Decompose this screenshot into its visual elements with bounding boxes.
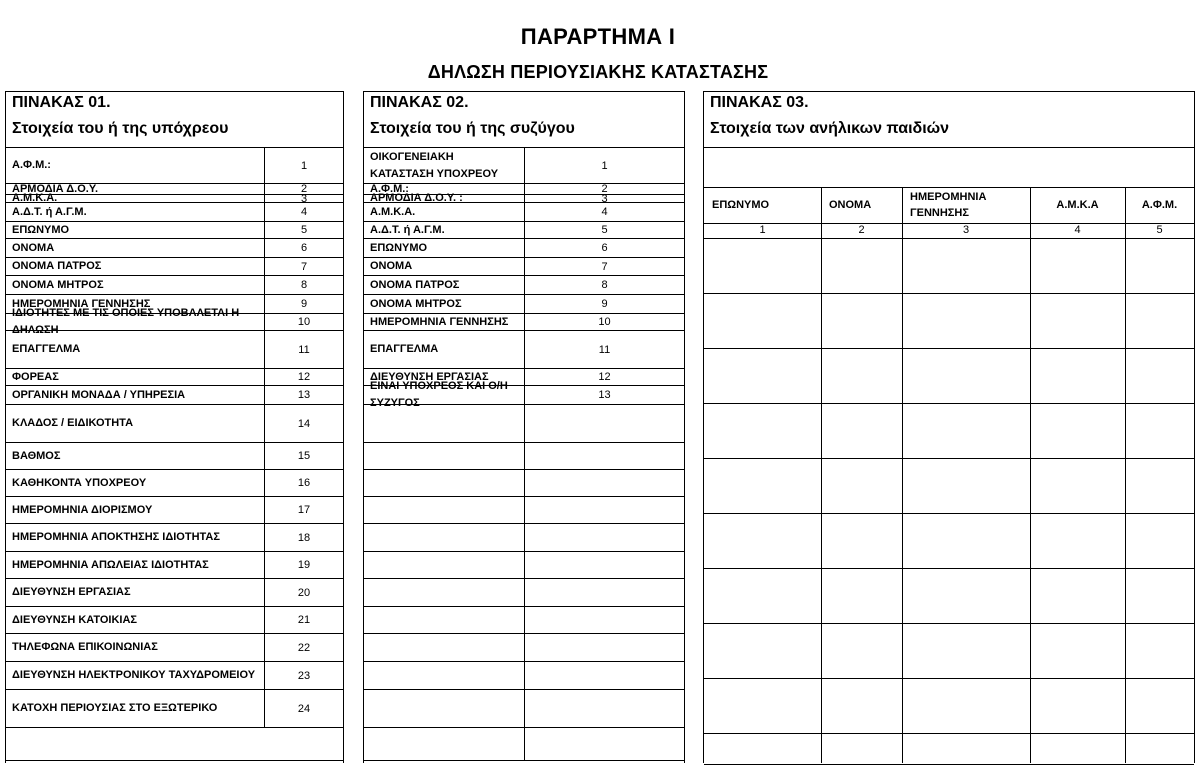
table-row — [6, 405, 343, 443]
row-label: ΦΟΡΕΑΣ — [12, 370, 59, 383]
page-subtitle: ΔΗΛΩΣΗ ΠΕΡΙΟΥΣΙΑΚΗΣ ΚΑΤΑΣΤΑΣΗΣ — [427, 62, 769, 82]
row-label: Α.Φ.Μ.: — [12, 159, 51, 171]
column-number: 3 — [962, 224, 970, 236]
row-number[interactable]: 6 — [264, 239, 343, 257]
row-label: ΒΑΘΜΟΣ — [12, 449, 61, 462]
child-data-cell[interactable] — [1030, 348, 1125, 403]
children-table — [704, 187, 1194, 763]
row-number[interactable]: 18 — [264, 524, 343, 551]
empty-cell-divider — [524, 690, 525, 727]
table-row — [6, 369, 343, 386]
row-number[interactable]: 3 — [524, 195, 684, 202]
row-label: ΟΝΟΜΑ ΠΑΤΡΟΣ — [370, 278, 460, 291]
row-label: ΔΙΕΥΘΥΝΣΗ ΚΑΤΟΙΚΙΑΣ — [12, 613, 138, 626]
child-data-cell[interactable] — [1125, 403, 1194, 458]
child-data-cell[interactable] — [1125, 678, 1194, 733]
column-number: 5 — [1156, 224, 1163, 236]
table-row — [6, 307, 343, 336]
empty-cell-divider — [524, 524, 525, 551]
child-data-cell[interactable] — [902, 458, 1030, 513]
child-data-cell[interactable] — [902, 513, 1030, 568]
empty-row[interactable] — [364, 497, 684, 524]
row-label: ΑΡΜΟΔΙΑ Δ.Ο.Υ. : — [370, 192, 463, 204]
row-divider — [704, 223, 1194, 224]
row-label: ΟΡΓΑΝΙΚΗ ΜΟΝΑΔΑ / ΥΠΗΡΕΣΙΑ — [12, 388, 186, 401]
column-header: ΗΜΕΡΟΜΗΝΙΑ ΓΕΝΝΗΣΗΣ — [910, 191, 987, 219]
row-number[interactable]: 4 — [524, 203, 684, 221]
column-header: Α.Φ.Μ. — [1141, 199, 1178, 211]
empty-cell-divider — [524, 662, 525, 689]
row-number[interactable]: 16 — [264, 470, 343, 496]
child-data-cell[interactable] — [902, 678, 1030, 733]
empty-row[interactable] — [364, 728, 684, 761]
child-data-cell[interactable] — [704, 458, 821, 513]
row-number[interactable]: 7 — [524, 258, 684, 275]
child-data-cell[interactable] — [1125, 733, 1194, 764]
table-row — [6, 690, 343, 728]
row-number[interactable]: 1 — [264, 148, 343, 183]
table-row — [364, 276, 684, 295]
empty-cell-divider — [524, 552, 525, 578]
table-row — [6, 524, 343, 552]
child-data-cell[interactable] — [1030, 568, 1125, 623]
table-row — [364, 148, 684, 184]
table-01 — [5, 91, 344, 763]
row-label: ΗΜΕΡΟΜΗΝΙΑ ΔΙΟΡΙΣΜΟΥ — [12, 503, 153, 516]
child-data-cell[interactable] — [704, 623, 821, 678]
child-data-cell[interactable] — [704, 678, 821, 733]
column-number: 4 — [1074, 224, 1081, 236]
row-label: ΟΝΟΜΑ ΜΗΤΡΟΣ — [12, 278, 104, 291]
child-data-cell[interactable] — [1030, 733, 1125, 764]
row-label: ΤΗΛΕΦΩΝΑ ΕΠΙΚΟΙΝΩΝΙΑΣ — [12, 641, 158, 653]
table-row — [6, 239, 343, 258]
row-number[interactable]: 11 — [264, 331, 343, 368]
empty-row[interactable] — [364, 524, 684, 552]
table-row — [364, 203, 684, 222]
table-01-title: ΠΙΝΑΚΑΣ 01. — [12, 94, 111, 111]
row-number[interactable]: 8 — [524, 276, 684, 294]
table-row — [364, 314, 684, 331]
child-data-cell[interactable] — [704, 513, 821, 568]
empty-cell-divider — [524, 405, 525, 442]
row-number[interactable]: 9 — [264, 295, 343, 313]
table-02-header — [364, 92, 684, 148]
row-label: ΟΝΟΜΑ ΠΑΤΡΟΣ — [12, 260, 102, 272]
empty-cell-divider — [524, 470, 525, 496]
table-03 — [703, 91, 1195, 763]
table-row — [6, 203, 343, 222]
child-data-cell[interactable] — [821, 733, 902, 764]
row-number[interactable]: 6 — [524, 239, 684, 257]
row-label: ΗΜΕΡΟΜΗΝΙΑ ΑΠΩΛΕΙΑΣ ΙΔΙΟΤΗΤΑΣ — [12, 558, 209, 571]
child-data-cell[interactable] — [704, 733, 821, 764]
empty-row[interactable] — [364, 470, 684, 497]
row-number[interactable]: 7 — [264, 258, 343, 275]
row-number[interactable]: 15 — [264, 443, 343, 469]
row-label: ΗΜΕΡΟΜΗΝΙΑ ΓΕΝΝΗΣΗΣ — [12, 297, 151, 310]
table-01-subtitle: Στοιχεία του ή της υπόχρεου — [12, 120, 229, 137]
child-data-cell[interactable] — [1125, 293, 1194, 348]
table-row — [6, 192, 343, 205]
child-data-cell[interactable] — [704, 403, 821, 458]
row-label: Α.Μ.Κ.Α. — [370, 205, 416, 218]
row-label: ΑΡΜΟΔΙΑ Δ.Ο.Υ. — [12, 182, 99, 195]
table-row — [364, 380, 684, 409]
child-data-cell[interactable] — [821, 403, 902, 458]
row-label: ΕΠΑΓΓΕΛΜΑ — [370, 343, 439, 355]
table-02-subtitle: Στοιχεία του ή της συζύγου — [370, 120, 575, 137]
row-label: ΟΝΟΜΑ ΜΗΤΡΟΣ — [370, 297, 462, 310]
row-label: ΗΜΕΡΟΜΗΝΙΑ ΓΕΝΝΗΣΗΣ — [370, 315, 509, 328]
child-data-cell[interactable] — [821, 293, 902, 348]
table-row — [6, 276, 343, 295]
empty-cell-divider — [524, 443, 525, 469]
table-row — [364, 331, 684, 369]
child-data-cell[interactable] — [1030, 513, 1125, 568]
row-label: ΙΔΙΟΤΗΤΕΣ ΜΕ ΤΙΣ ΟΠΟΙΕΣ ΥΠΟΒΑΛΕΤΑΙ Η ΔΗΛΩΣΗ — [12, 307, 240, 336]
column-number: 2 — [858, 224, 865, 236]
empty-row[interactable] — [364, 662, 684, 690]
table-row — [6, 470, 343, 497]
table-row — [6, 386, 343, 405]
row-number[interactable]: 2 — [264, 184, 343, 194]
row-label: ΕΠΩΝΥΜΟ — [12, 223, 70, 236]
child-data-cell[interactable] — [1125, 568, 1194, 623]
empty-cell-divider — [524, 607, 525, 633]
row-number[interactable]: 5 — [524, 222, 684, 238]
column-header: Α.Μ.Κ.Α — [1056, 199, 1099, 211]
row-number[interactable]: 21 — [264, 607, 343, 633]
row-number[interactable]: 13 — [524, 386, 684, 404]
empty-row[interactable] — [364, 405, 684, 443]
row-label: ΔΙΕΥΘΥΝΣΗ ΗΛΕΚΤΡΟΝΙΚΟΥ ΤΑΧΥΔΡΟΜΕΙΟΥ — [12, 669, 256, 681]
child-data-cell[interactable] — [1030, 403, 1125, 458]
child-data-cell[interactable] — [1125, 348, 1194, 403]
row-label: ΟΝΟΜΑ — [12, 241, 55, 254]
row-number[interactable]: 19 — [264, 552, 343, 578]
row-number[interactable]: 11 — [524, 331, 684, 368]
row-label: ΕΙΝΑΙ ΥΠΟΧΡΕΟΣ ΚΑΙ Ο/Η ΣΥΖΥΓΟΣ — [370, 380, 508, 409]
child-data-cell[interactable] — [821, 348, 902, 403]
child-data-cell[interactable] — [1030, 238, 1125, 293]
table-03-subtitle: Στοιχεία των ανήλικων παιδιών — [710, 120, 950, 137]
child-data-cell[interactable] — [1125, 458, 1194, 513]
table-row — [6, 148, 343, 184]
column-header: ΕΠΩΝΥΜΟ — [712, 199, 770, 211]
empty-row[interactable] — [364, 690, 684, 728]
row-number[interactable]: 24 — [264, 690, 343, 727]
row-number[interactable]: 23 — [264, 662, 343, 689]
table-row — [6, 662, 343, 690]
table-row — [6, 258, 343, 276]
table-02 — [363, 91, 685, 763]
table-row — [6, 443, 343, 470]
row-number[interactable]: 12 — [264, 369, 343, 385]
child-data-cell[interactable] — [821, 513, 902, 568]
empty-row[interactable] — [364, 443, 684, 470]
child-data-cell[interactable] — [821, 678, 902, 733]
row-number[interactable]: 17 — [264, 497, 343, 523]
table-03-title: ΠΙΝΑΚΑΣ 03. — [710, 94, 809, 111]
table-03-header — [704, 92, 1194, 148]
table-row — [6, 222, 343, 239]
row-number[interactable]: 9 — [524, 295, 684, 313]
table-row — [6, 634, 343, 662]
child-data-cell[interactable] — [902, 403, 1030, 458]
row-label: ΟΙΚΟΓΕΝΕΙΑΚΗ ΚΑΤΑΣΤΑΣΗ ΥΠΟΧΡΕΟΥ — [370, 150, 499, 180]
table-row — [364, 239, 684, 258]
table-row — [6, 552, 343, 579]
table-row — [6, 497, 343, 524]
table-03-blank-box — [704, 147, 1194, 188]
child-data-cell[interactable] — [1125, 623, 1194, 678]
row-label: ΚΑΤΟΧΗ ΠΕΡΙΟΥΣΙΑΣ ΣΤΟ ΕΞΩΤΕΡΙΚΟ — [12, 702, 218, 714]
empty-row[interactable] — [364, 634, 684, 662]
table-02-title: ΠΙΝΑΚΑΣ 02. — [370, 94, 469, 111]
table-row — [364, 222, 684, 239]
row-label: ΔΙΕΥΘΥΝΣΗ ΕΡΓΑΣΙΑΣ — [370, 370, 489, 383]
column-number: 1 — [759, 224, 766, 236]
empty-cell-divider — [524, 634, 525, 661]
row-label: Α.Μ.Κ.Α. — [12, 192, 58, 204]
empty-row[interactable] — [6, 728, 343, 761]
row-number[interactable]: 1 — [524, 148, 684, 183]
table-row — [364, 258, 684, 276]
row-label: ΕΠΑΓΓΕΛΜΑ — [12, 343, 81, 355]
row-number[interactable]: 22 — [264, 634, 343, 661]
child-data-cell[interactable] — [704, 348, 821, 403]
child-data-cell[interactable] — [1030, 678, 1125, 733]
row-label: ΗΜΕΡΟΜΗΝΙΑ ΑΠΟΚΤΗΣΗΣ ΙΔΙΟΤΗΤΑΣ — [12, 531, 220, 543]
row-number[interactable]: 13 — [264, 386, 343, 404]
table-row — [6, 607, 343, 634]
table-row — [6, 331, 343, 369]
row-number[interactable]: 10 — [524, 314, 684, 330]
row-number[interactable]: 14 — [264, 405, 343, 442]
child-data-cell[interactable] — [704, 293, 821, 348]
child-data-cell[interactable] — [821, 238, 902, 293]
row-label: ΕΠΩΝΥΜΟ — [370, 241, 428, 254]
empty-cell-divider — [524, 728, 525, 760]
child-data-cell[interactable] — [821, 568, 902, 623]
empty-row[interactable] — [364, 579, 684, 607]
row-label: ΔΙΕΥΘΥΝΣΗ ΕΡΓΑΣΙΑΣ — [12, 586, 131, 598]
row-number[interactable]: 2 — [524, 184, 684, 194]
child-data-cell[interactable] — [902, 293, 1030, 348]
child-data-cell[interactable] — [1030, 458, 1125, 513]
table-row — [6, 579, 343, 607]
empty-cell-divider — [524, 579, 525, 606]
child-data-cell[interactable] — [902, 238, 1030, 293]
empty-row[interactable] — [364, 607, 684, 634]
child-data-cell[interactable] — [1125, 513, 1194, 568]
child-data-cell[interactable] — [1125, 238, 1194, 293]
empty-cell-divider — [524, 497, 525, 523]
table-row — [364, 295, 684, 314]
page-title: ΠΑΡΑΡΤΗΜΑ Ι — [520, 24, 676, 49]
row-number[interactable]: 20 — [264, 579, 343, 606]
row-number[interactable]: 4 — [264, 203, 343, 221]
child-data-cell[interactable] — [902, 568, 1030, 623]
row-label: ΟΝΟΜΑ — [370, 260, 413, 272]
child-data-cell[interactable] — [704, 238, 821, 293]
child-data-cell[interactable] — [902, 733, 1030, 764]
empty-row[interactable] — [364, 552, 684, 579]
row-label: ΚΑΘΗΚΟΝΤΑ ΥΠΟΧΡΕΟΥ — [12, 476, 147, 489]
table-row — [364, 192, 684, 205]
child-data-cell[interactable] — [821, 623, 902, 678]
row-number[interactable]: 5 — [264, 222, 343, 238]
row-divider — [704, 764, 1194, 765]
row-number[interactable]: 8 — [264, 276, 343, 294]
child-data-cell[interactable] — [1030, 293, 1125, 348]
child-data-cell[interactable] — [902, 348, 1030, 403]
row-label: Α.Δ.Τ. ή Α.Γ.Μ. — [370, 223, 445, 236]
row-label: ΚΛΑΔΟΣ / ΕΙΔΙΚΟΤΗΤΑ — [12, 417, 134, 429]
table-01-header — [6, 92, 343, 148]
child-data-cell[interactable] — [821, 458, 902, 513]
row-number[interactable]: 10 — [264, 314, 343, 330]
row-number[interactable]: 12 — [524, 369, 684, 385]
child-data-cell[interactable] — [1030, 623, 1125, 678]
row-number[interactable]: 3 — [264, 195, 343, 202]
column-header: ΟΝΟΜΑ — [829, 199, 872, 211]
child-data-cell[interactable] — [902, 623, 1030, 678]
row-label: Α.Δ.Τ. ή Α.Γ.Μ. — [12, 205, 87, 218]
row-label: Α.Φ.Μ.: — [370, 182, 409, 195]
child-data-cell[interactable] — [704, 568, 821, 623]
